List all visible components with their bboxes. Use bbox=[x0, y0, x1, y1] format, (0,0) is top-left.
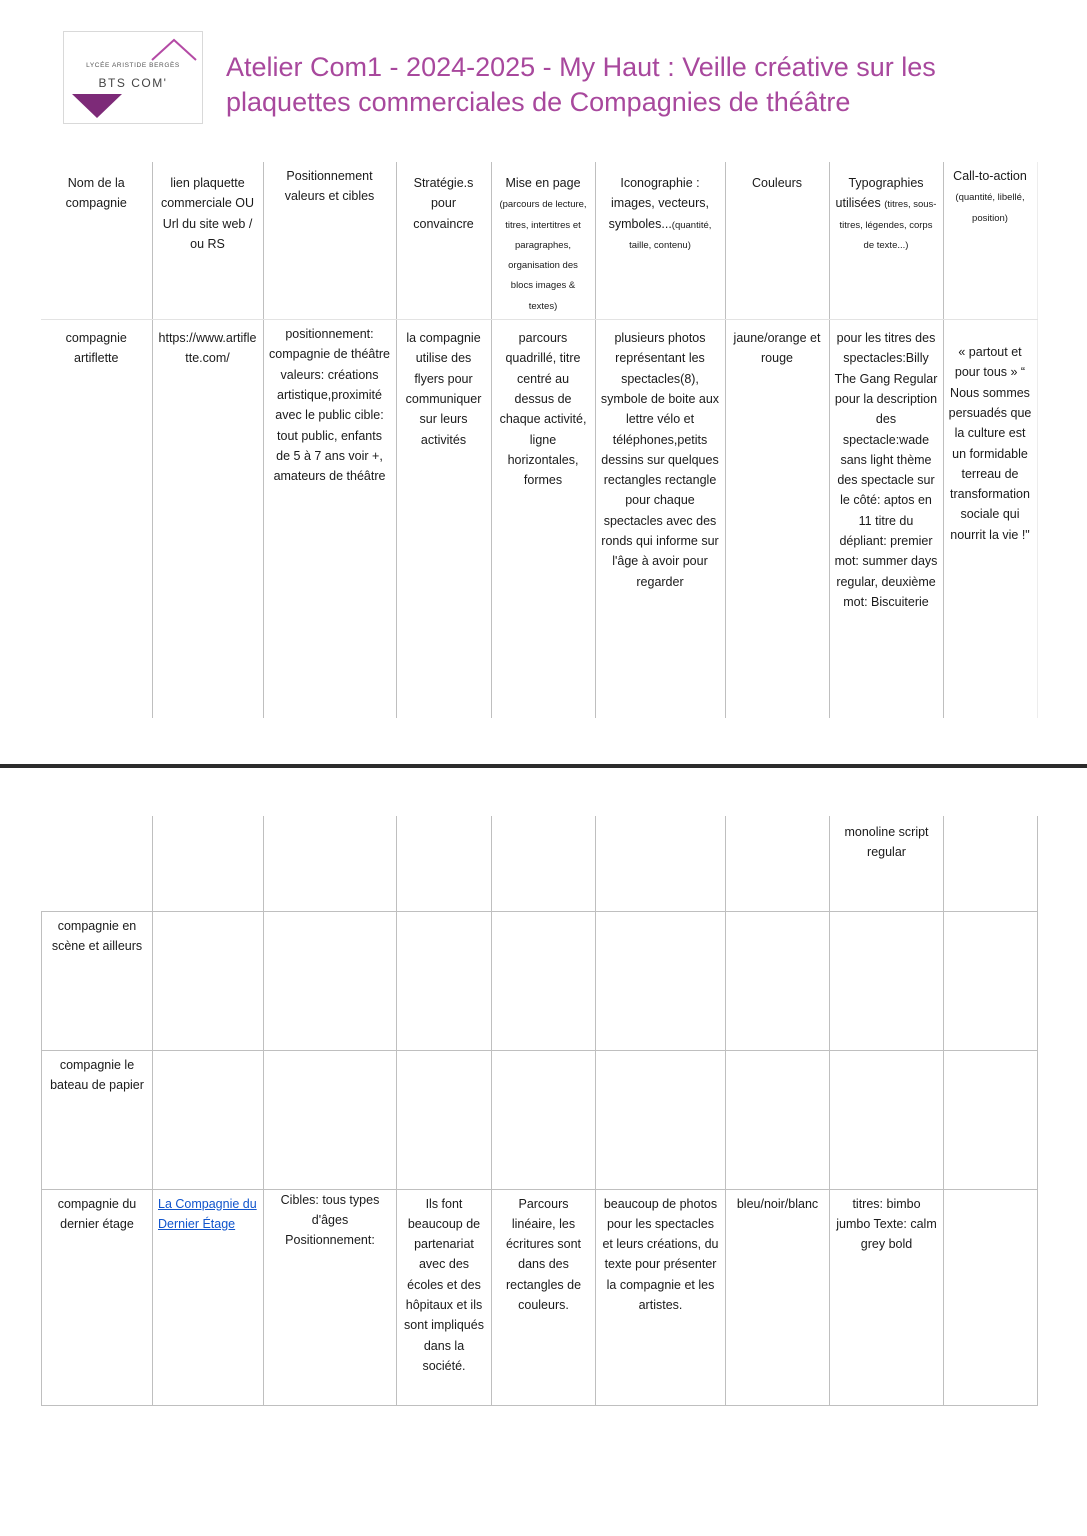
cell-empty bbox=[944, 911, 1038, 1050]
header-typography-main: Typographies utilisées bbox=[835, 176, 924, 211]
cell-empty bbox=[596, 816, 726, 911]
cell-empty bbox=[830, 911, 944, 1050]
header-layout bbox=[491, 162, 595, 320]
cell-colors: bleu/noir/blanc bbox=[726, 1189, 830, 1405]
header-cta-main: Call-to-action bbox=[953, 169, 1027, 183]
company-website-link[interactable]: La Compagnie du Dernier Étage bbox=[158, 1196, 257, 1231]
cell-positioning: positionnement: compagnie de théâtre valeurs: créations artistique,proximité avec le public cible: tout public, enfants de 5 à 7 ans voir +, amateurs de théâtre bbox=[263, 320, 396, 718]
cell-empty bbox=[264, 1050, 397, 1189]
logo-bts-label: BTS COM' bbox=[98, 76, 168, 90]
cell-colors: jaune/orange et rouge bbox=[725, 320, 829, 718]
cell-empty bbox=[596, 1050, 726, 1189]
table-row-dernier-etage bbox=[42, 1189, 1038, 1405]
cell-empty bbox=[397, 816, 492, 911]
header-layout-detail: (parcours de lecture, titres, intertitres et paragraphes, organisation des blocs images & textes) bbox=[499, 199, 587, 312]
cell-empty bbox=[42, 816, 153, 911]
cell-empty bbox=[726, 911, 830, 1050]
cell-strategy: la compagnie utilise des flyers pour communiquer sur leurs activités bbox=[396, 320, 491, 718]
cell-company-name: compagnie en scène et ailleurs bbox=[42, 911, 153, 1050]
header-iconography-main: Iconographie : images, vecteurs, symboles... bbox=[608, 176, 709, 231]
header-iconography bbox=[595, 162, 725, 320]
school-logo bbox=[63, 31, 203, 124]
cell-empty bbox=[153, 911, 264, 1050]
header-iconography-detail: (quantité, taille, contenu) bbox=[629, 219, 712, 251]
cell-empty bbox=[153, 816, 264, 911]
table-row-en-scene bbox=[42, 911, 1038, 1050]
title-line-2: plaquettes commerciales de Compagnies de théâtre bbox=[226, 87, 851, 117]
table-row-artiflette-continued bbox=[42, 816, 1038, 911]
header-cta-detail: (quantité, libellé, position) bbox=[955, 192, 1025, 224]
cell-empty bbox=[492, 1050, 596, 1189]
cell-positioning: Cibles: tous types d'âges Positionnement: bbox=[264, 1189, 397, 1405]
header-layout-main: Mise en page bbox=[505, 176, 581, 190]
cell-typography-continued: monoline script regular bbox=[830, 816, 944, 911]
cell-iconography: plusieurs photos représentant les spectacles(8), symbole de boite aux lettre vélo et téléphones,petits dessins sur quelques rectangles rectangle pour chaque spectacles avec des ronds qui informe sur l'âge à avoir pour regarder bbox=[595, 320, 725, 718]
header-company-name: Nom de la compagnie bbox=[41, 162, 152, 320]
header-cta bbox=[943, 162, 1037, 320]
cell-empty bbox=[726, 816, 830, 911]
cell-empty bbox=[264, 911, 397, 1050]
cell-empty bbox=[944, 1050, 1038, 1189]
table-row-artiflette bbox=[41, 320, 1037, 718]
cell-link: https://www.artiflette.com/ bbox=[152, 320, 263, 718]
document-title bbox=[226, 50, 1046, 120]
header-row bbox=[41, 162, 1037, 320]
header-positioning: Positionnement valeurs et cibles bbox=[263, 162, 396, 320]
header-colors: Couleurs bbox=[725, 162, 829, 320]
cell-empty bbox=[830, 1050, 944, 1189]
header-strategy: Stratégie.s pour convaincre bbox=[396, 162, 491, 320]
cell-empty bbox=[944, 1189, 1038, 1405]
cell-empty bbox=[492, 911, 596, 1050]
cell-layout: Parcours linéaire, les écritures sont dans des rectangles de couleurs. bbox=[492, 1189, 596, 1405]
cell-empty bbox=[944, 816, 1038, 911]
veille-table-page-2 bbox=[41, 816, 1038, 1406]
veille-table-page-1 bbox=[41, 162, 1038, 718]
header-link: lien plaquette commerciale OU Url du site web / ou RS bbox=[152, 162, 263, 320]
title-line-1: Atelier Com1 - 2024-2025 - My Haut : Veille créative sur les bbox=[226, 52, 936, 82]
cell-typography: titres: bimbo jumbo Texte: calm grey bold bbox=[830, 1189, 944, 1405]
cell-empty bbox=[397, 911, 492, 1050]
header-typography bbox=[829, 162, 943, 320]
cell-empty bbox=[397, 1050, 492, 1189]
cell-cta: « partout et pour tous » “ Nous sommes persuadés que la culture est un formidable terreau de transformation sociale qui nourrit la vie !" bbox=[943, 320, 1037, 718]
cell-company-name: compagnie du dernier étage bbox=[42, 1189, 153, 1405]
cell-layout: parcours quadrillé, titre centré au dessus de chaque activité, ligne horizontales, formes bbox=[491, 320, 595, 718]
page-break-divider bbox=[0, 764, 1087, 768]
cell-strategy: Ils font beaucoup de partenariat avec des écoles et des hôpitaux et ils sont impliqués dans la société. bbox=[397, 1189, 492, 1405]
header-typography-detail: (titres, sous-titres, légendes, corps de texte...) bbox=[839, 199, 937, 251]
logo-school-name: LYCÉE ARISTIDE BERGÈS bbox=[86, 62, 180, 69]
cell-empty bbox=[264, 816, 397, 911]
cell-iconography: beaucoup de photos pour les spectacles et leurs créations, du texte pour présenter la compagnie et les artistes. bbox=[596, 1189, 726, 1405]
cell-typography: pour les titres des spectacles:Billy The Gang Regular pour la description des spectacle:wade sans light thème des spectacle sur le côté: aptos en 11 titre du dépliant: premier mot: summer days regular, deuxième mot: Biscuiterie bbox=[829, 320, 943, 718]
cell-link bbox=[153, 1189, 264, 1405]
cell-company-name: compagnie le bateau de papier bbox=[42, 1050, 153, 1189]
cell-empty bbox=[492, 816, 596, 911]
cell-company-name: compagnie artiflette bbox=[65, 331, 127, 366]
cell-empty bbox=[153, 1050, 264, 1189]
cell-empty bbox=[726, 1050, 830, 1189]
cell-empty bbox=[596, 911, 726, 1050]
table-row-bateau-de-papier bbox=[42, 1050, 1038, 1189]
